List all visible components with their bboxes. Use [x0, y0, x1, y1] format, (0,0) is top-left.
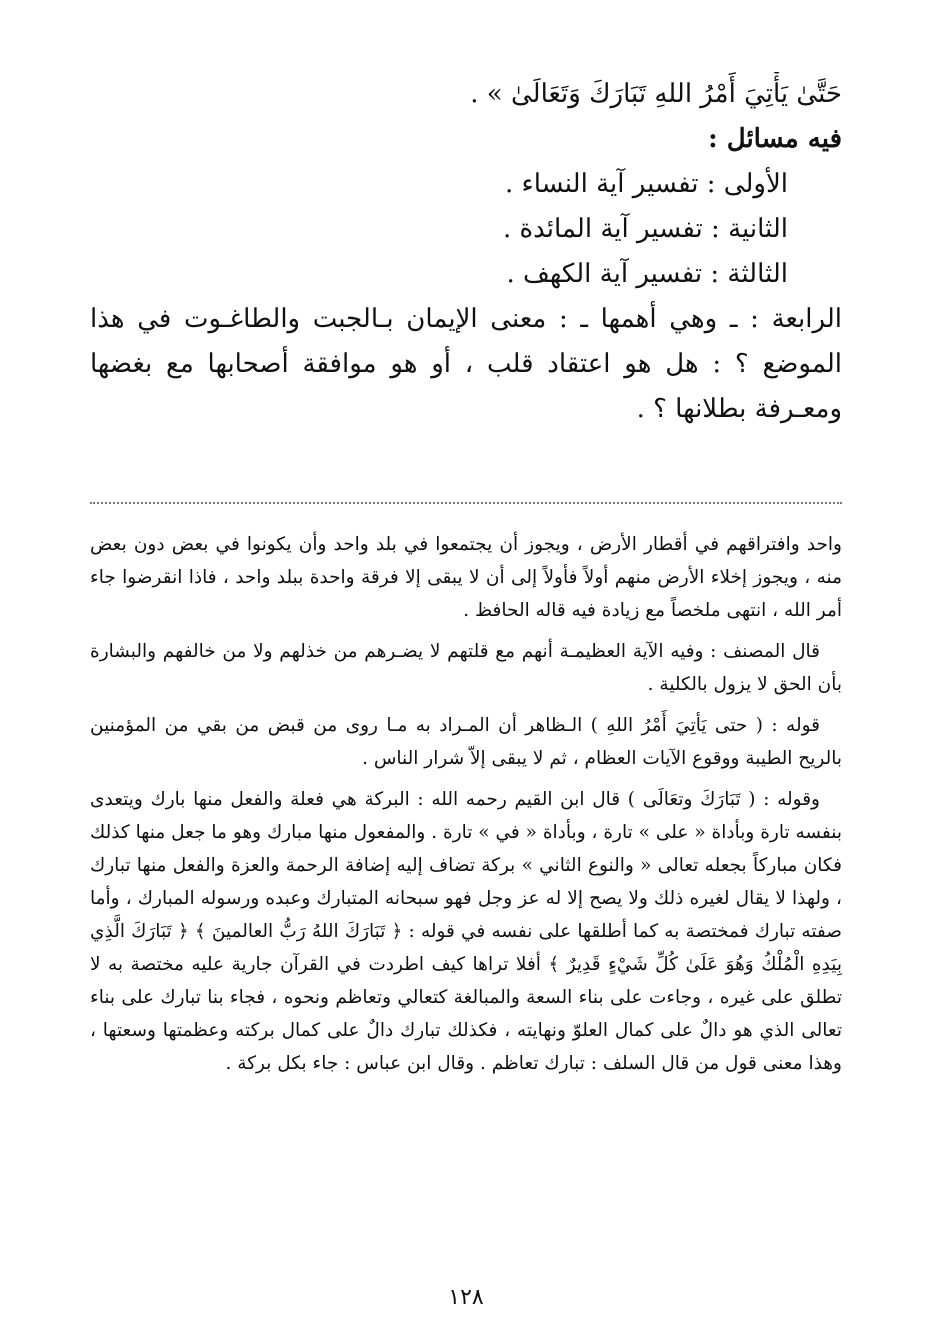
footnote-paragraph: قال المصنف : وفيه الآية العظيمـة أنهم مع قلتهم لا يضـرهم من خذلهم ولا من خالفهم والبشارة بأن الحق لا يزول بالكلية . [90, 641, 842, 695]
issue-second: الثانية : تفسير آية المائدة . [502, 214, 788, 244]
footnote-paragraph: واحد وافتراقهم في أقطار الأرض ، ويجوز أن يجتمعوا في بلد واحد وأن يكونوا في بعض دون بعض منه ، ويجوز إخلاء الأرض منهم أولاً فأولاً إلى أن لا يبقى إلا فرقة واحدة ببلد واحد ، فاذا انقرضوا جاء أمر الله ، انتهى ملخصاً مع زيادة فيه قاله الحافظ . [90, 534, 842, 621]
issue-fourth: الرابعة : ـ وهي أهمها ـ : معنى الإيمان بـالجبت والطاغـوت في هذا الموضع ؟ : هل هو اعتقاد قلب ، أو هو موافقة أصحابها مع بغضها ومعـرفة بطلانها ؟ . [90, 304, 842, 424]
footnote-divider [90, 502, 842, 504]
issues-heading: فيه مسائل : [708, 124, 842, 154]
issue-third: الثالثة : تفسير آية الكهف . [506, 259, 788, 289]
footnote-paragraph: وقوله : ( تَبَارَكَ وتعَالَى ) قال ابن القيم رحمه الله : البركة هي فعلة والفعل منها بارك ويتعدى بنفسه تارة وبأداة « على » تارة ، وبأداة « في » تارة . والمفعول منها مبارك وهو ما جعل منها كذلك فكان مباركاً بجعله تعالى « والنوع الثاني » بركة تضاف إليه إضافة الرحمة والعزة والفعل منها تبارك ، ولهذا لا يقال لغيره ذلك ولا يصح إلا له عز وجل فهو سبحانه المتبارك وعبده ورسوله المبارك ، وأما صفته تبارك فمختصة به كما أطلقها على نفسه في قوله : ﴿ تَبَارَكَ اللهُ رَبُّ العالمينَ ﴾ ﴿ تَبَارَكَ الَّذِي بِيَدِهِ الْمُلْكُ وَهُوَ عَلَىٰ كُلِّ شَيْءٍ قَدِيرٌ ﴾ أفلا تراها كيف اطردت في القرآن جارية عليه مختصة به لا تطلق على غيره ، وجاءت على بناء السعة والمبالغة كتعالي وتعاظم ونحوه ، فجاء بنا تبارك على بناء تعالى الذي هو دالٌ على كمال العلوّ ونهايته ، فكذلك تبارك دالٌ على كمال بركته وعظمتها وسعتها ، وهذا معنى قول من قال السلف : تبارك تعاظم . وقال ابن عباس : جاء بكل بركة . [89, 789, 842, 1074]
footnotes-section [90, 528, 842, 1088]
verse-ending: حَتَّىٰ يَأْتِيَ أَمْرُ اللهِ تَبَارَكَ وَتَعَالَىٰ » . [470, 79, 842, 109]
main-text [90, 72, 842, 432]
page-number: ١٢٨ [448, 1285, 484, 1310]
footnote-paragraph: قوله : ( حتى يَأتِيَ أَمْرُ اللهِ ) الـظاهر أن المـراد به مـا روى من قبض من بقي من المؤمنين بالريح الطيبة ووقوع الآيات العظام ، ثم لا يبقى إلاّ شرار الناس . [90, 715, 842, 769]
issue-first: الأولى : تفسير آية النساء . [504, 169, 788, 199]
